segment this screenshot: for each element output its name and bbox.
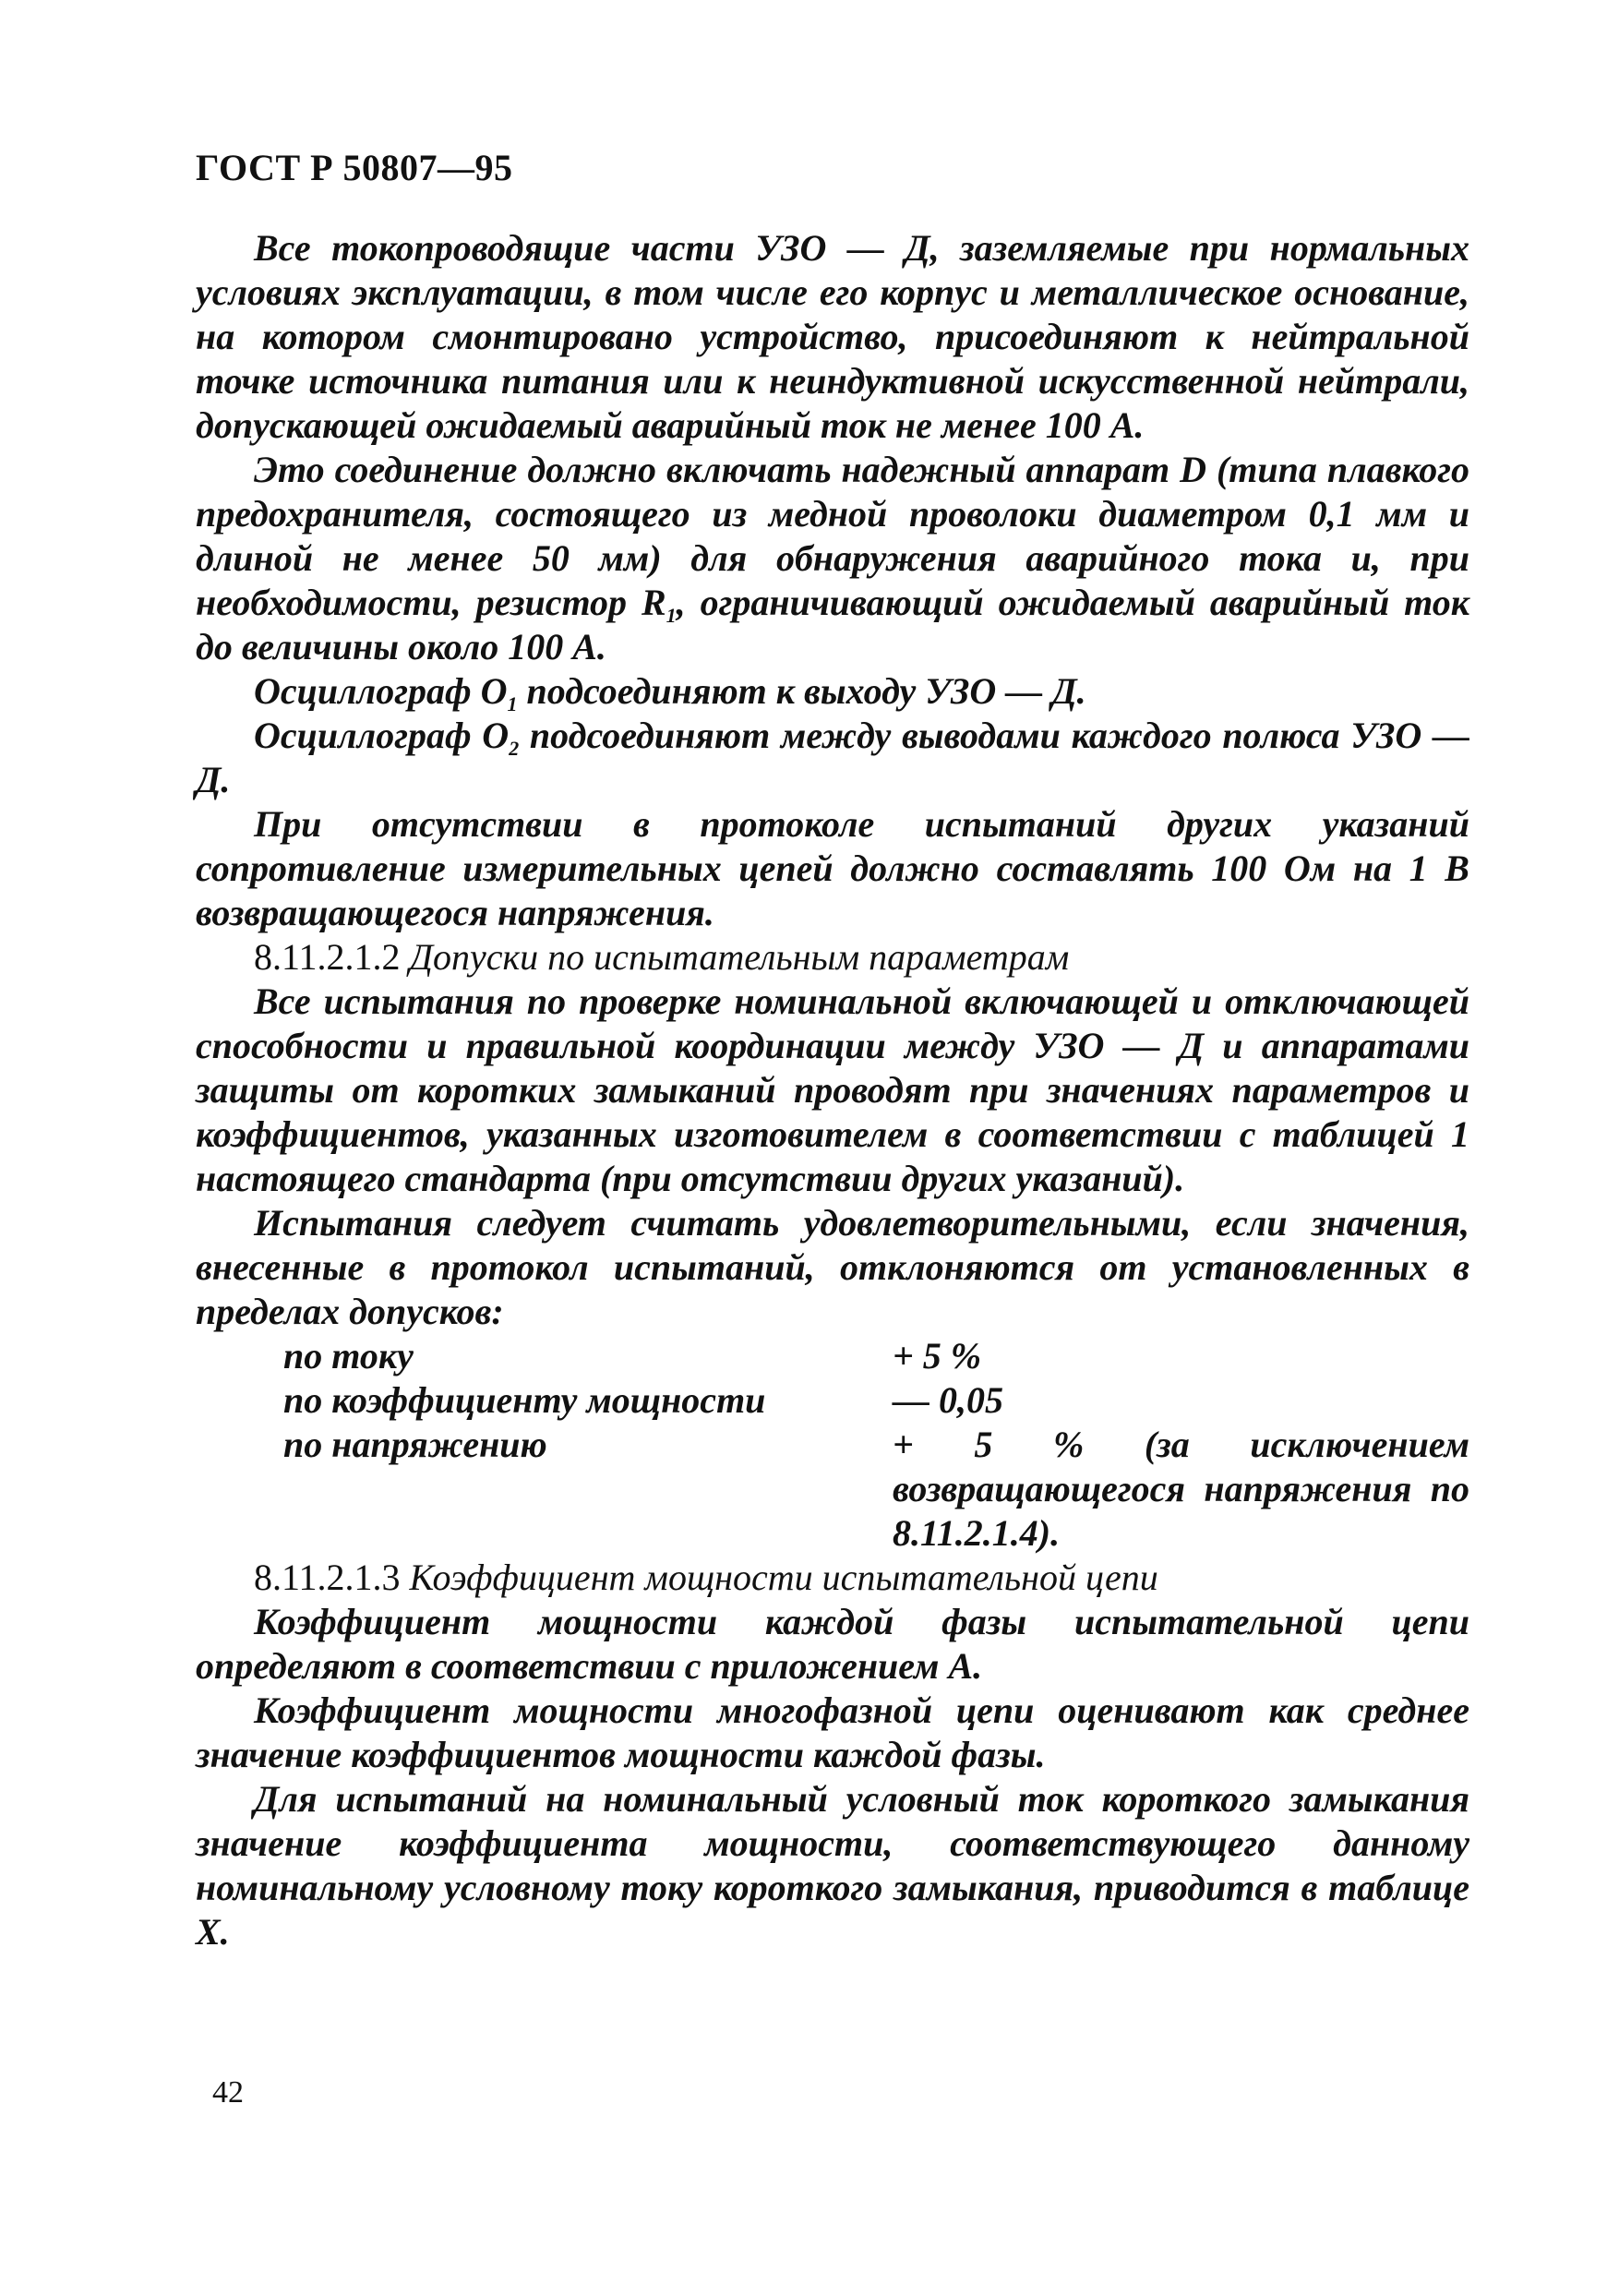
text-run: Осциллограф О xyxy=(254,715,510,756)
section-number: 8.11.2.1.3 xyxy=(254,1557,401,1598)
paragraph: При отсутствии в протоколе испытаний других указаний сопротивление измерительных цепей должно составлять 100 Ом на 1 В возвращающегося напряжения. xyxy=(196,803,1469,933)
tolerance-row xyxy=(196,1334,1469,1378)
paragraph xyxy=(196,448,1469,669)
paragraph xyxy=(196,669,1469,714)
text-run: Осциллограф О xyxy=(254,670,508,712)
page-number: 42 xyxy=(212,2075,244,2110)
tolerance-value: — 0,05 xyxy=(893,1379,1003,1421)
tolerance-label: по току xyxy=(283,1335,414,1376)
text-run: Это соединение должно включать надежный аппарат D (типа плавкого предохранителя, состоящего из медной проволоки диаметром 0,1 мм и длиной не менее 50 мм) для обнаружения аварийного тока и, при необходимости, резистор R xyxy=(196,449,1469,623)
section-heading xyxy=(196,1556,1469,1600)
paragraph: Коэффициент мощности каждой фазы испытательной цепи определяют в соответствии с приложением А. xyxy=(196,1601,1469,1687)
section-heading xyxy=(196,935,1469,980)
tolerance-value: + 5 % (за исключением возвращающегося напряжения по 8.11.2.1.4). xyxy=(893,1424,1469,1554)
text-run: подсоединяют к выходу УЗО — Д. xyxy=(517,670,1086,712)
subscript: 1 xyxy=(666,604,677,627)
text-run: подсоединяют между выводами каждого полюса УЗО — Д. xyxy=(196,715,1469,800)
subscript: 2 xyxy=(509,737,520,760)
tolerance-row xyxy=(196,1378,1469,1423)
tolerance-table xyxy=(196,1334,1469,1556)
paragraph: Все токопроводящие части УЗО — Д, заземляемые при нормальных условиях эксплуатации, в том числе его корпус и металлическое основание, на котором смонтировано устройство, присоединяют к нейтральной точке источника питания или к неиндуктивной искусственной нейтрали, допускающей ожидаемый аварийный ток не менее 100 А. xyxy=(196,227,1469,446)
section-number: 8.11.2.1.2 xyxy=(254,936,401,978)
tolerance-label: по коэффициенту мощности xyxy=(283,1379,766,1421)
document-body xyxy=(196,226,1469,1954)
document-header: ГОСТ Р 50807—95 xyxy=(196,147,513,188)
tolerance-row xyxy=(196,1423,1469,1556)
text-run: , ограничивающий ожидаемый аварийный ток до величины около 100 А. xyxy=(196,582,1469,667)
paragraph: Испытания следует считать удовлетворительными, если значения, внесенные в протокол испытаний, отклоняются от установленных в пределах допусков: xyxy=(196,1202,1469,1332)
paragraph: Коэффициент мощности многофазной цепи оценивают как среднее значение коэффициентов мощности каждой фазы. xyxy=(196,1689,1469,1775)
paragraph xyxy=(196,714,1469,802)
tolerance-label: по напряжению xyxy=(283,1424,547,1465)
subscript: 1 xyxy=(507,692,518,715)
section-title: Коэффициент мощности испытательной цепи xyxy=(409,1557,1158,1598)
section-title: Допуски по испытательным параметрам xyxy=(409,936,1070,978)
paragraph: Все испытания по проверке номинальной включающей и отключающей способности и правильной координации между УЗО — Д и аппаратами защиты от коротких замыканий проводят при значениях параметров и коэффициентов, указанных изготовителем в соответствии с таблицей 1 настоящего стандарта (при отсутствии других указаний). xyxy=(196,980,1469,1199)
tolerance-value: + 5 % xyxy=(893,1335,982,1376)
paragraph: Для испытаний на номинальный условный ток короткого замыкания значение коэффициента мощности, соответствующего данному номинальному условному току короткого замыкания, приводится в таблице Х. xyxy=(196,1778,1469,1953)
